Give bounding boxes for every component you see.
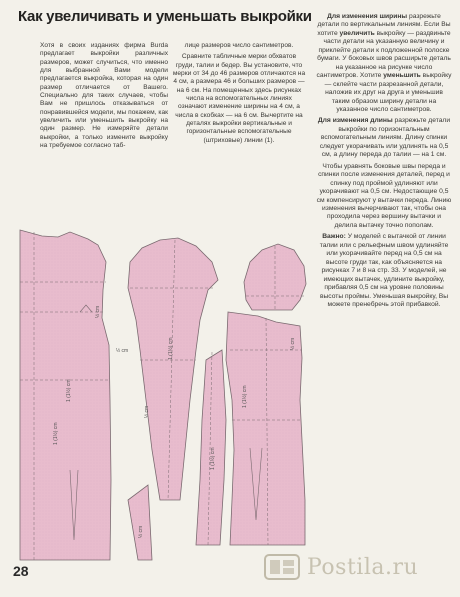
width-decrease: уменьшить: [383, 72, 421, 80]
important-heading: Важно:: [322, 233, 346, 241]
measure-label: 1 (1½) cm: [66, 379, 72, 402]
measure-label: ½ cm: [138, 525, 144, 538]
width-text-2: выкройку — раздвиньте части детали на указанную величину и приклейте детали к подложенной полоске бумаги. У боковых швов расширьте деталь на указанное на рисунке число сантиметров. Хотите: [316, 29, 451, 80]
width-increase: увеличить: [339, 29, 375, 37]
pattern-gusset: [128, 485, 152, 560]
length-heading: Для изменения длины: [317, 117, 393, 125]
pattern-back: [226, 312, 305, 545]
measure-label: 1 (1½) cm: [210, 447, 216, 470]
measure-label: ½ cm: [144, 405, 150, 418]
width-heading: Для изменения ширины: [327, 13, 408, 20]
pattern-sleeve-lower: [196, 350, 226, 545]
measure-label: 1 (1½) cm: [242, 385, 248, 408]
column-2-para-1: лице размеров число сантиметров.: [184, 42, 294, 49]
page-number: 28: [13, 563, 29, 579]
side-seam-section: Чтобы уравнять боковые швы переда и спинки после изменения деталей, перед и спинку под проймой удлиняют или укорачивают на 0,5 см. Недостающие 0,5 см компенсируют у вытачки переда. Линию изменения вычерчивают так, чтобы она проходила через вершину вытачки и делила вытачку точно пополам.: [316, 162, 452, 229]
pattern-sleeve-upper: [244, 244, 306, 310]
measure-label: ½ cm: [290, 337, 296, 350]
watermark-text: Postila.ru: [307, 554, 419, 580]
watermark: [263, 552, 418, 582]
column-1-text: Хотя в своих изданиях фирма Burda предлагает выкройки различных размеров, может случиться, что именно для выбранной Вами модели предлагается выкройка, которая на один размер отличается от Вашего. Специально для таких случаев, чтобы Вам не пришлось отказываться от понравившейся модели, мы покажем, как увеличить или уменьшить выкройку на один размер. Не измеряйте детали выкройки, а только измените выкройку на требуемое согласно таб-: [40, 42, 168, 150]
measure-label: 1 (1½) cm: [53, 422, 59, 445]
width-text-1: разрежьте детали по вертикальным линиям. Если Вы хотите: [317, 13, 451, 37]
measure-label: ½ cm: [95, 305, 101, 318]
measure-label: 1 (1½) cm: [168, 337, 174, 360]
postila-logo-icon: [263, 553, 301, 581]
column-2-para-2: Сравните табличные мерки обхватов груди, талии и бедер. Вы установите, что мерки от 34 до 46 размеров отличаются на 4 см, а размера 46 и больших размеров — на 6 см. На помещенных здесь рисунках числа на вспомогательных линиях означают изменение ширины на 4 см, а числа в скобках — на 6 см. Вычертите на деталях выкройки вертикальные и горизонтальные вспомогательные (штриховые) линии (1).: [172, 53, 306, 144]
measure-label: ½ cm: [116, 348, 129, 354]
length-text: разрежьте детали выкройки по горизонтальным вспомогательным линиям. Длину спинки следует укорачивать или удлинять на 0,5 см, а длину переда до талии — на 1 см.: [319, 117, 451, 159]
article-title: Как увеличивать и уменьшать выкройки: [18, 8, 312, 25]
width-text-3: выкройку — склейте части разрезанной детали, наложив их друг на друга и уменьшив таким образом ширину детали на указанное число сантиметров.: [324, 72, 452, 113]
important-text: У моделей с вытачкой от линии талии или с рельефным швом удлиняйте или укорачивайте перед на 0,5 см на высоте груди так, как объясняется на рисунках 7 и 8 на стр. 33. У моделей, не имеющих вытачек, удлините выкройку, прибавляя 0,5 см на уровне половины высоты проймы. Уменьшая выкройку, Вы можете пренебречь этой прибавкой.: [319, 233, 449, 308]
